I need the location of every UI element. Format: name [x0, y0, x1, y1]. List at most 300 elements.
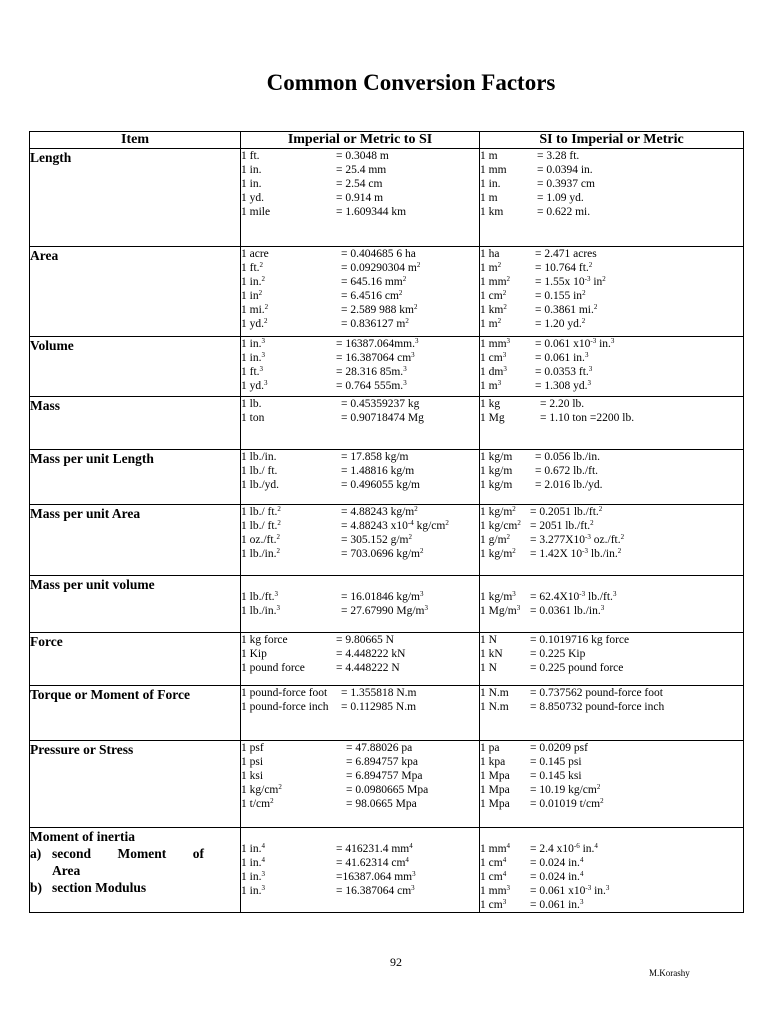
conversion-to: = 0.0353 ft.$^3$ [535, 365, 593, 378]
imperial-to-si-cell [241, 633, 480, 686]
table-row [30, 397, 744, 450]
table-header-row [30, 132, 744, 149]
conversion-from: 1 ton [241, 412, 265, 424]
conversion-to: = 416231.4 $mm^4$ [336, 842, 413, 855]
conversion-to: = 8.850732 pound-force inch [530, 701, 665, 713]
conversion-to: = 1.20 yd.$^2$ [535, 317, 586, 330]
conversion-to: = 0.061 in.$^3$ [530, 898, 584, 911]
conversion-to: = 16387.064mm.$^3$ [336, 337, 419, 350]
conversion-line [480, 576, 743, 590]
conversion-from: 1 mm [480, 164, 507, 176]
conversion-to: = 0.0980665 Mpa [346, 784, 429, 796]
conversion-line [241, 576, 479, 590]
conversion-from: 1 $kg/m^2$ [480, 505, 516, 518]
table-row [30, 741, 744, 828]
conversion-to: = 2.20 lb. [540, 398, 585, 410]
conversion-from: 1 lb./in.$^3$ [241, 604, 280, 617]
conversion-from: 1 $km^2$ [480, 303, 507, 316]
item-name [30, 505, 241, 576]
conversion-to: = 47.88026 pa [346, 742, 413, 754]
conversion-line [480, 884, 743, 898]
conversion-line [480, 478, 743, 492]
conversion-from: 1 in.$^4$ [241, 842, 265, 855]
conversion-line [241, 741, 479, 755]
conversion-to: = 2.589 988 $km^2$ [341, 303, 418, 316]
table-row [30, 633, 744, 686]
conversion-line [241, 365, 479, 379]
conversion-line [241, 870, 479, 884]
conversion-line [241, 686, 479, 700]
column-header-item: Item [30, 132, 241, 149]
conversion-from: 1 lb./ft.$^3$ [241, 590, 279, 603]
item-label: Mass [30, 398, 60, 413]
item-name [30, 686, 241, 741]
conversion-to: = 0.45359237 kg [341, 398, 420, 410]
conversion-to: = 4.88243 $x10^{-4}$ $kg/cm^2$ [341, 519, 449, 532]
item-label: Volume [30, 338, 74, 353]
conversion-line [480, 519, 743, 533]
conversion-to: = 0.225 Kip [530, 648, 586, 660]
conversion-line [241, 633, 479, 647]
conversion-to: = 10.19 $kg/cm^2$ [530, 783, 601, 796]
conversion-line [241, 533, 479, 547]
conversion-from: 1 in. [480, 178, 501, 190]
conversion-to: = 6.894757 Mpa [346, 770, 423, 782]
conversion-table [29, 131, 744, 913]
conversion-from: 1 acre [241, 248, 269, 260]
conversion-line [241, 191, 479, 205]
conversion-line [480, 450, 743, 464]
item-name [30, 828, 241, 913]
conversion-to: = 4.88243 $kg/m^2$ [341, 505, 418, 518]
item-label: Force [30, 634, 63, 649]
conversion-to: = 0.496055 kg/m [341, 479, 421, 491]
conversion-to: = 0.0361 lb./in.$^3$ [530, 604, 605, 617]
conversion-from: 1 ha [480, 248, 500, 260]
conversion-line [241, 547, 479, 561]
conversion-line [480, 191, 743, 205]
conversion-from: 1 $cm^4$ [480, 856, 507, 869]
item-name [30, 397, 241, 450]
conversion-to: = 0.09290304 $m^2$ [341, 261, 421, 274]
conversion-line [480, 163, 743, 177]
conversion-line [480, 755, 743, 769]
conversion-line [480, 856, 743, 870]
imperial-to-si-cell [241, 686, 480, 741]
table-row [30, 828, 744, 913]
conversion-line [480, 317, 743, 331]
conversion-to: = 305.152 $g/m^2$ [341, 533, 413, 546]
item-sub-label: Area [52, 863, 81, 878]
conversion-from: 1 $mm^3$ [480, 884, 511, 897]
table-row [30, 576, 744, 633]
conversion-from: 1 in.$^4$ [241, 856, 265, 869]
conversion-from: 1 N [480, 634, 497, 646]
conversion-to: = 10.764 ft.$^2$ [535, 261, 593, 274]
conversion-from: 1 $in^2$ [241, 289, 263, 302]
conversion-from: 1 mile [241, 206, 271, 218]
conversion-from: 1 $kg/cm^2$ [241, 783, 282, 796]
conversion-from: 1 Mpa [480, 798, 510, 810]
conversion-line [241, 163, 479, 177]
conversion-line [480, 275, 743, 289]
conversion-line [480, 261, 743, 275]
conversion-to: = 98.0665 Mpa [346, 798, 417, 810]
conversion-to: = 1.55x $10^{-3}$ $in^2$ [535, 275, 606, 288]
item-name [30, 149, 241, 247]
conversion-line [480, 898, 743, 912]
conversion-from: 1 yd.$^2$ [241, 317, 268, 330]
conversion-line [480, 337, 743, 351]
conversion-to: = 0.061 $x10^{-3}$ in.$^3$ [535, 337, 615, 350]
conversion-line [241, 647, 479, 661]
conversion-line [480, 505, 743, 519]
conversion-line [480, 783, 743, 797]
conversion-from: 1 pound-force inch [241, 701, 329, 713]
item-sub-marker: a) [30, 846, 42, 861]
conversion-from: 1 yd.$^3$ [241, 379, 268, 392]
conversion-from: 1 kg/m [480, 479, 513, 491]
conversion-from: 1 m [480, 150, 498, 162]
conversion-line [480, 289, 743, 303]
conversion-line [480, 590, 743, 604]
conversion-from: 1 $cm^4$ [480, 870, 507, 883]
item-name [30, 633, 241, 686]
conversion-from: 1 kpa [480, 756, 506, 768]
table-row [30, 450, 744, 505]
conversion-line [480, 661, 743, 675]
conversion-from: 1 psf [241, 742, 264, 754]
conversion-line [241, 755, 479, 769]
conversion-to: =16387.064 $mm^3$ [336, 870, 416, 883]
conversion-line [241, 177, 479, 191]
item-sub-text: section Modulus [52, 880, 147, 895]
table-row [30, 686, 744, 741]
conversion-line [241, 519, 479, 533]
conversion-line [241, 379, 479, 393]
conversion-from: 1 N.m [480, 701, 509, 713]
conversion-line [241, 769, 479, 783]
conversion-to: = 0.145 psi [530, 756, 582, 768]
conversion-to: = 1.42X $10^{-3}$ lb./in.$^2$ [530, 547, 622, 560]
conversion-from: 1 ft.$^2$ [241, 261, 264, 274]
conversion-to: = 703.0696 $kg/m^2$ [341, 547, 424, 560]
conversion-from: 1 in.$^3$ [241, 870, 265, 883]
table-row [30, 505, 744, 576]
item-name [30, 247, 241, 337]
conversion-from: 1 m [480, 192, 498, 204]
conversion-to: = 0.056 lb./in. [535, 451, 600, 463]
conversion-to: = 16.387064 $cm^3$ [336, 351, 415, 364]
conversion-to: = $62.4X10^{-3}$ lb./ft.$^3$ [530, 590, 617, 603]
conversion-line [480, 533, 743, 547]
conversion-line [241, 317, 479, 331]
conversion-to: = 0.914 m [336, 192, 384, 204]
conversion-from: 1 pound-force foot [241, 687, 328, 699]
conversion-to: = 25.4 mm [336, 164, 387, 176]
conversion-line [480, 842, 743, 856]
page-number: 92 [390, 955, 402, 969]
imperial-to-si-cell [241, 149, 480, 247]
conversion-line [241, 261, 479, 275]
conversion-to: = 1.48816 kg/m [341, 465, 415, 477]
item-name [30, 450, 241, 505]
conversion-to: = 2.54 cm [336, 178, 383, 190]
conversion-line [241, 303, 479, 317]
item-label: Moment of inertia [30, 829, 135, 844]
item-sub-marker: b) [30, 880, 43, 895]
conversion-from: 1 yd. [241, 192, 264, 204]
conversion-from: 1 mi.$^2$ [241, 303, 269, 316]
conversion-from: 1 $t/cm^2$ [241, 797, 274, 810]
item-label: Pressure or Stress [30, 742, 134, 757]
conversion-line [241, 842, 479, 856]
conversion-to: = 1.09 yd. [537, 192, 584, 204]
conversion-line [241, 337, 479, 351]
conversion-from: 1 ksi [241, 770, 264, 782]
conversion-from: 1 ft.$^3$ [241, 365, 264, 378]
conversion-from: 1 Mpa [480, 784, 510, 796]
conversion-from: 1 $kg/m^3$ [480, 590, 516, 603]
conversion-line [480, 700, 743, 714]
conversion-to: = 2.471 acres [535, 248, 597, 260]
imperial-to-si-cell [241, 397, 480, 450]
conversion-line [480, 686, 743, 700]
conversion-to: = 3.28 ft. [537, 150, 580, 162]
conversion-to: = 0.737562 pound-force foot [530, 687, 663, 699]
conversion-from: 1 lb./ ft.$^2$ [241, 505, 281, 518]
table-row [30, 149, 744, 247]
conversion-from: 1 in. [241, 178, 262, 190]
conversion-to: = 0.622 mi. [537, 206, 591, 218]
conversion-line [241, 828, 479, 842]
conversion-from: 1 $Mg/m^3$ [480, 604, 521, 617]
conversion-from: 1 Mg [480, 412, 505, 424]
si-to-imperial-cell [480, 741, 744, 828]
conversion-from: 1 psi [241, 756, 264, 768]
si-to-imperial-cell [480, 686, 744, 741]
conversion-line [241, 411, 479, 425]
conversion-to: = 2.016 lb./yd. [535, 479, 603, 491]
conversion-line [241, 289, 479, 303]
conversion-from: 1 lb./in. [241, 451, 277, 463]
conversion-from: 1 lb./in.$^2$ [241, 547, 280, 560]
conversion-to: = 0.3048 m [336, 150, 389, 162]
conversion-to: = 2.4 $x10^{-6}$ in.$^4$ [530, 842, 598, 855]
conversion-to: = 0.3937 cm [537, 178, 595, 190]
si-to-imperial-cell [480, 633, 744, 686]
conversion-from: 1 $m^3$ [480, 379, 502, 392]
conversion-from: 1 N [480, 662, 497, 674]
conversion-to: = 6.894757 kpa [346, 756, 418, 768]
item-sub-label [30, 845, 240, 862]
conversion-line [241, 590, 479, 604]
conversion-to: = 16.01846 $kg/m^3$ [341, 590, 424, 603]
conversion-from: 1 in.$^2$ [241, 275, 265, 288]
conversion-to: = 27.67990 $Mg/m^3$ [341, 604, 428, 617]
conversion-line [480, 379, 743, 393]
conversion-line [480, 828, 743, 842]
conversion-from: 1 $dm^3$ [480, 365, 507, 378]
conversion-line [480, 365, 743, 379]
conversion-to: = 0.404685 6 ha [341, 248, 416, 260]
conversion-to: = 0.1019716 kg force [530, 634, 630, 646]
item-name [30, 741, 241, 828]
conversion-line [241, 783, 479, 797]
conversion-from: 1 kg/m [480, 451, 513, 463]
conversion-from: 1 $cm^3$ [480, 898, 507, 911]
conversion-line [241, 149, 479, 163]
imperial-to-si-cell [241, 741, 480, 828]
item-label: Area [30, 248, 59, 263]
conversion-from: 1 lb./ ft.$^2$ [241, 519, 281, 532]
conversion-to: = 17.858 kg/m [341, 451, 409, 463]
conversion-line [241, 505, 479, 519]
conversion-line [241, 205, 479, 219]
conversion-from: 1 $cm^3$ [480, 351, 507, 364]
conversion-from: 1 lb. [241, 398, 262, 410]
conversion-line [480, 177, 743, 191]
conversion-to: = 645.16 $mm^2$ [341, 275, 407, 288]
conversion-to: = 28.316 85m.$^3$ [336, 365, 407, 378]
conversion-to: = 6.4516 $cm^2$ [341, 289, 403, 302]
conversion-from: 1 $m^2$ [480, 261, 502, 274]
conversion-line [241, 397, 479, 411]
conversion-to: = 4.448222 kN [336, 648, 406, 660]
conversion-from: 1 in.$^3$ [241, 337, 265, 350]
conversion-to: = 0.2051 lb./ft.$^2$ [530, 505, 603, 518]
conversion-from: 1 kg force [241, 634, 288, 646]
conversion-to: = 1.609344 km [336, 206, 407, 218]
conversion-from: 1 $kg/cm^2$ [480, 519, 521, 532]
conversion-from: 1 pound force [241, 662, 305, 674]
imperial-to-si-cell [241, 828, 480, 913]
conversion-to: = 2051 lb./ft.$^2$ [530, 519, 594, 532]
conversion-to: = 1.355818 N.m [341, 687, 417, 699]
conversion-line [241, 478, 479, 492]
si-to-imperial-cell [480, 450, 744, 505]
conversion-from: 1 in. [241, 164, 262, 176]
table-row [30, 247, 744, 337]
conversion-to: = 0.3861 mi.$^2$ [535, 303, 598, 316]
column-header-si-to-imperial: SI to Imperial or Metric [480, 132, 744, 149]
si-to-imperial-cell [480, 337, 744, 397]
conversion-from: 1 lb./ ft. [241, 465, 278, 477]
conversion-to: = 0.024 in.$^4$ [530, 870, 584, 883]
conversion-to: = 0.155 $in^2$ [535, 289, 586, 302]
conversion-to: = 0.01019 $t/cm^2$ [530, 797, 604, 810]
table-row [30, 337, 744, 397]
conversion-from: 1 in.$^3$ [241, 351, 265, 364]
conversion-line [241, 884, 479, 898]
conversion-line [241, 464, 479, 478]
conversion-line [241, 604, 479, 618]
conversion-from: 1 lb./yd. [241, 479, 280, 491]
item-sub-label [30, 879, 240, 896]
conversion-line [241, 856, 479, 870]
conversion-line [241, 247, 479, 261]
item-label: Length [30, 150, 72, 165]
imperial-to-si-cell [241, 576, 480, 633]
conversion-from: 1 $mm^4$ [480, 842, 511, 855]
conversion-line [241, 700, 479, 714]
conversion-from: 1 km [480, 206, 504, 218]
item-name [30, 337, 241, 397]
conversion-from: 1 $kg/m^2$ [480, 547, 516, 560]
conversion-to: = 0.836127 $m^2$ [341, 317, 409, 330]
conversion-line [241, 661, 479, 675]
si-to-imperial-cell [480, 247, 744, 337]
conversion-to: = 16.387064 $cm^3$ [336, 884, 415, 897]
conversion-from: 1 pa [480, 742, 500, 754]
conversion-from: 1 kg [480, 398, 501, 410]
conversion-from: 1 $mm^3$ [480, 337, 511, 350]
item-label: Mass per unit Length [30, 451, 154, 466]
conversion-to: = $3.277X10^{-3}$ oz./ft.$^2$ [530, 533, 625, 546]
conversion-to: = 0.145 ksi [530, 770, 582, 782]
conversion-line [480, 797, 743, 811]
conversion-from: 1 ft. [241, 150, 260, 162]
conversion-from: 1 $m^2$ [480, 317, 502, 330]
conversion-to: = 0.0394 in. [537, 164, 593, 176]
page-title: Common Conversion Factors [266, 70, 556, 95]
conversion-from: 1 Mpa [480, 770, 510, 782]
imperial-to-si-cell [241, 505, 480, 576]
conversion-line [480, 351, 743, 365]
conversion-line [480, 633, 743, 647]
conversion-line [480, 149, 743, 163]
conversion-to: = 0.112985 N.m [341, 701, 417, 713]
conversion-to: = 0.764 555m.$^3$ [336, 379, 407, 392]
item-label: Mass per unit volume [30, 577, 155, 592]
conversion-to: = 0.061 $x10^{-3}$ in.$^3$ [530, 884, 610, 897]
conversion-from: 1 in.$^3$ [241, 884, 265, 897]
imperial-to-si-cell [241, 337, 480, 397]
conversion-from: 1 $g/m^2$ [480, 533, 511, 546]
conversion-to: = 4.448222 N [336, 662, 400, 674]
si-to-imperial-cell [480, 505, 744, 576]
item-label: Mass per unit Area [30, 506, 141, 521]
conversion-line [480, 464, 743, 478]
conversion-line [480, 647, 743, 661]
conversion-line [480, 769, 743, 783]
imperial-to-si-cell [241, 247, 480, 337]
conversion-line [480, 205, 743, 219]
conversion-line [480, 604, 743, 618]
conversion-to: = 1.308 yd.$^3$ [535, 379, 591, 392]
conversion-from: 1 oz./ft.$^2$ [241, 533, 280, 546]
conversion-to: = 1.10 ton =2200 lb. [540, 412, 635, 424]
si-to-imperial-cell [480, 149, 744, 247]
conversion-to: = 0.024 in.$^4$ [530, 856, 584, 869]
imperial-to-si-cell [241, 450, 480, 505]
conversion-line [241, 797, 479, 811]
conversion-line [480, 741, 743, 755]
conversion-from: 1 N.m [480, 687, 509, 699]
conversion-from: 1 kN [480, 648, 503, 660]
conversion-line [480, 303, 743, 317]
conversion-from: 1 $mm^2$ [480, 275, 511, 288]
conversion-from: 1 Kip [241, 648, 267, 660]
conversion-from: 1 kg/m [480, 465, 513, 477]
conversion-to: = 0.225 pound force [530, 662, 624, 674]
column-header-imperial-to-si: Imperial or Metric to SI [241, 132, 480, 149]
si-to-imperial-cell [480, 576, 744, 633]
conversion-from: 1 $cm^2$ [480, 289, 507, 302]
si-to-imperial-cell [480, 397, 744, 450]
si-to-imperial-cell [480, 828, 744, 913]
conversion-line [480, 411, 743, 425]
